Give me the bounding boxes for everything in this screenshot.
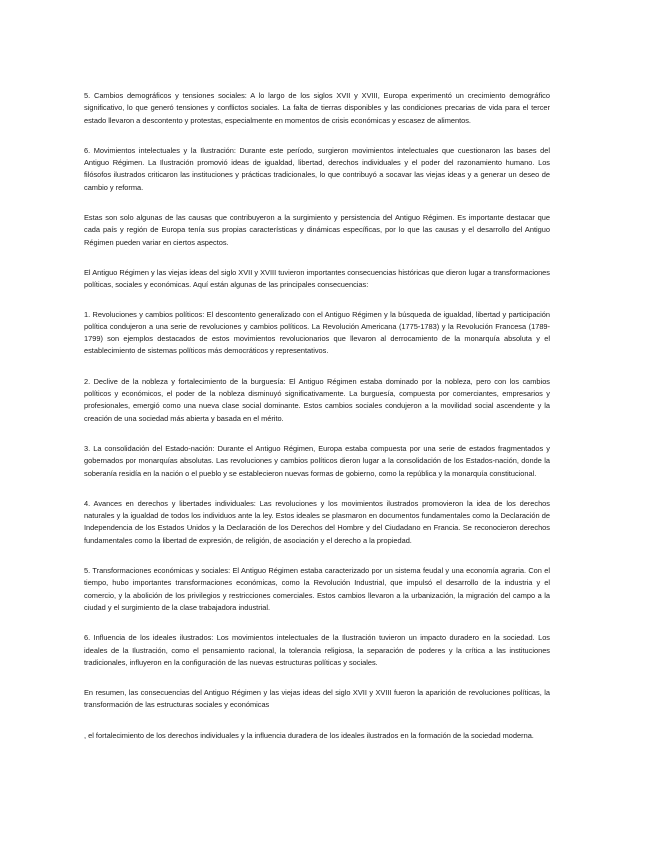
paragraph-demographic-changes: 5. Cambios demográficos y tensiones sociales: A lo largo de los siglos XVII y XVIII, Europa experimentó un crecimiento demográfico significativo, lo que generó tensiones y conflictos sociales. La falta de tierras disponibles y las condiciones precarias de vida para el tercer estado llevaron a descontento y protestas, especialmente en momentos de crisis económicas y escasez de alimentos. <box>84 91 550 125</box>
document-body <box>84 90 550 760</box>
paragraph-enlightenment-influence: 6. Influencia de los ideales ilustrados: Los movimientos intelectuales de la Ilustración tuvieron un impacto duradero en la sociedad. Los ideales de la Ilustración, como el pensamiento racional, la tolerancia religiosa, la separación de poderes y la crítica a las instituciones tradicionales, influyeron en la configuración de las nuevas estructuras políticas y sociales. <box>84 633 550 667</box>
paragraph-conclusion: En resumen, las consecuencias del Antiguo Régimen y las viejas ideas del siglo XVII y XVIII fueron la aparición de revoluciones políticas, la transformación de las estructuras sociales y económicas <box>84 688 550 710</box>
paragraph-nobility-decline: 2. Declive de la nobleza y fortalecimiento de la burguesía: El Antiguo Régimen estaba dominado por la nobleza, pero con los cambios políticos y económicos, el poder de la nobleza disminuyó significativamente. La burguesía, compuesta por comerciantes, empresarios y profesionales, emergió como una nueva clase social dominante. Estos cambios sociales condujeron a la movilidad social ascendente y la creación de una sociedad más abierta y basada en el mérito. <box>84 376 550 423</box>
paragraph-consequences-intro: El Antiguo Régimen y las viejas ideas del siglo XVII y XVIII tuvieron importantes consecuencias históricas que dieron lugar a transformaciones políticas, sociales y económicas. Aquí están algunas de las principales consecuencias: <box>84 267 550 290</box>
paragraph-causes-summary: Estas son solo algunas de las causas que contribuyeron a la surgimiento y persistencia del Antiguo Régimen. Es importante destacar que cada país y región de Europa tenía sus propias características y dinámicas específicas, por lo que las causas y el desarrollo del Antiguo Régimen pueden variar en ciertos aspectos. <box>84 213 550 247</box>
paragraph-nation-state: 3. La consolidación del Estado-nación: Durante el Antiguo Régimen, Europa estaba compuesta por una serie de estados fragmentados y gobernados por monarquías absolutas. Las revoluciones y cambios políticos dieron lugar a la consolidación de los Estados-nación, donde la soberanía residía en la nación o el pueblo y se establecieron nuevas formas de gobierno, como la república y la monarquía constitucional. <box>84 443 550 478</box>
paragraph-individual-rights: 4. Avances en derechos y libertades individuales: Las revoluciones y los movimientos ilustrados promovieron la idea de los derechos naturales y la igualdad de todos los individuos ante la ley. Estos ideales se plasmaron en documentos fundamentales como la Declaración de Independencia de los Estados Unidos y la Declaración de los Derechos del Hombre y del Ciudadano en Francia. Se reconocieron derechos fundamentales como la libertad de expresión, de religión, de asociación y el derecho a la propiedad. <box>84 498 550 545</box>
paragraph-economic-transformations: 5. Transformaciones económicas y sociales: El Antiguo Régimen estaba caracterizado por un sistema feudal y una economía agraria. Con el tiempo, hubo importantes transformaciones económicas, como la Revolución Industrial, que impulsó el desarrollo de la industria y el comercio, y la abolición de los privilegios y restricciones comerciales. Estos cambios llevaron a la urbanización, la migración del campo a la ciudad y el surgimiento de la clase trabajadora industrial. <box>84 566 550 612</box>
paragraph-enlightenment-movements: 6. Movimientos intelectuales y la Ilustración: Durante este período, surgieron movimientos intelectuales que cuestionaron las bases del Antiguo Régimen. La Ilustración promovió ideas de igualdad, libertad, derechos individuales y el poder del razonamiento humano. Los filósofos ilustrados criticaron las instituciones y prácticas tradicionales, lo que contribuyó a socavar las viejas ideas y a generar un deseo de cambio y reforma. <box>84 145 550 192</box>
paragraph-conclusion-continued: , el fortalecimiento de los derechos individuales y la influencia duradera de los ideales ilustrados en la formación de la sociedad moderna. <box>84 730 534 740</box>
paragraph-revolutions: 1. Revoluciones y cambios políticos: El descontento generalizado con el Antiguo Régimen y la búsqueda de igualdad, libertad y participación política condujeron a una serie de revoluciones y cambios políticos. La Revolución Americana (1775-1783) y la Revolución Francesa (1789-1799) son ejemplos destacados de estos movimientos revolucionarios que llevaron al derrocamiento de la monarquía absoluta y el establecimiento de sistemas políticos más democráticos y representativos. <box>84 309 550 356</box>
